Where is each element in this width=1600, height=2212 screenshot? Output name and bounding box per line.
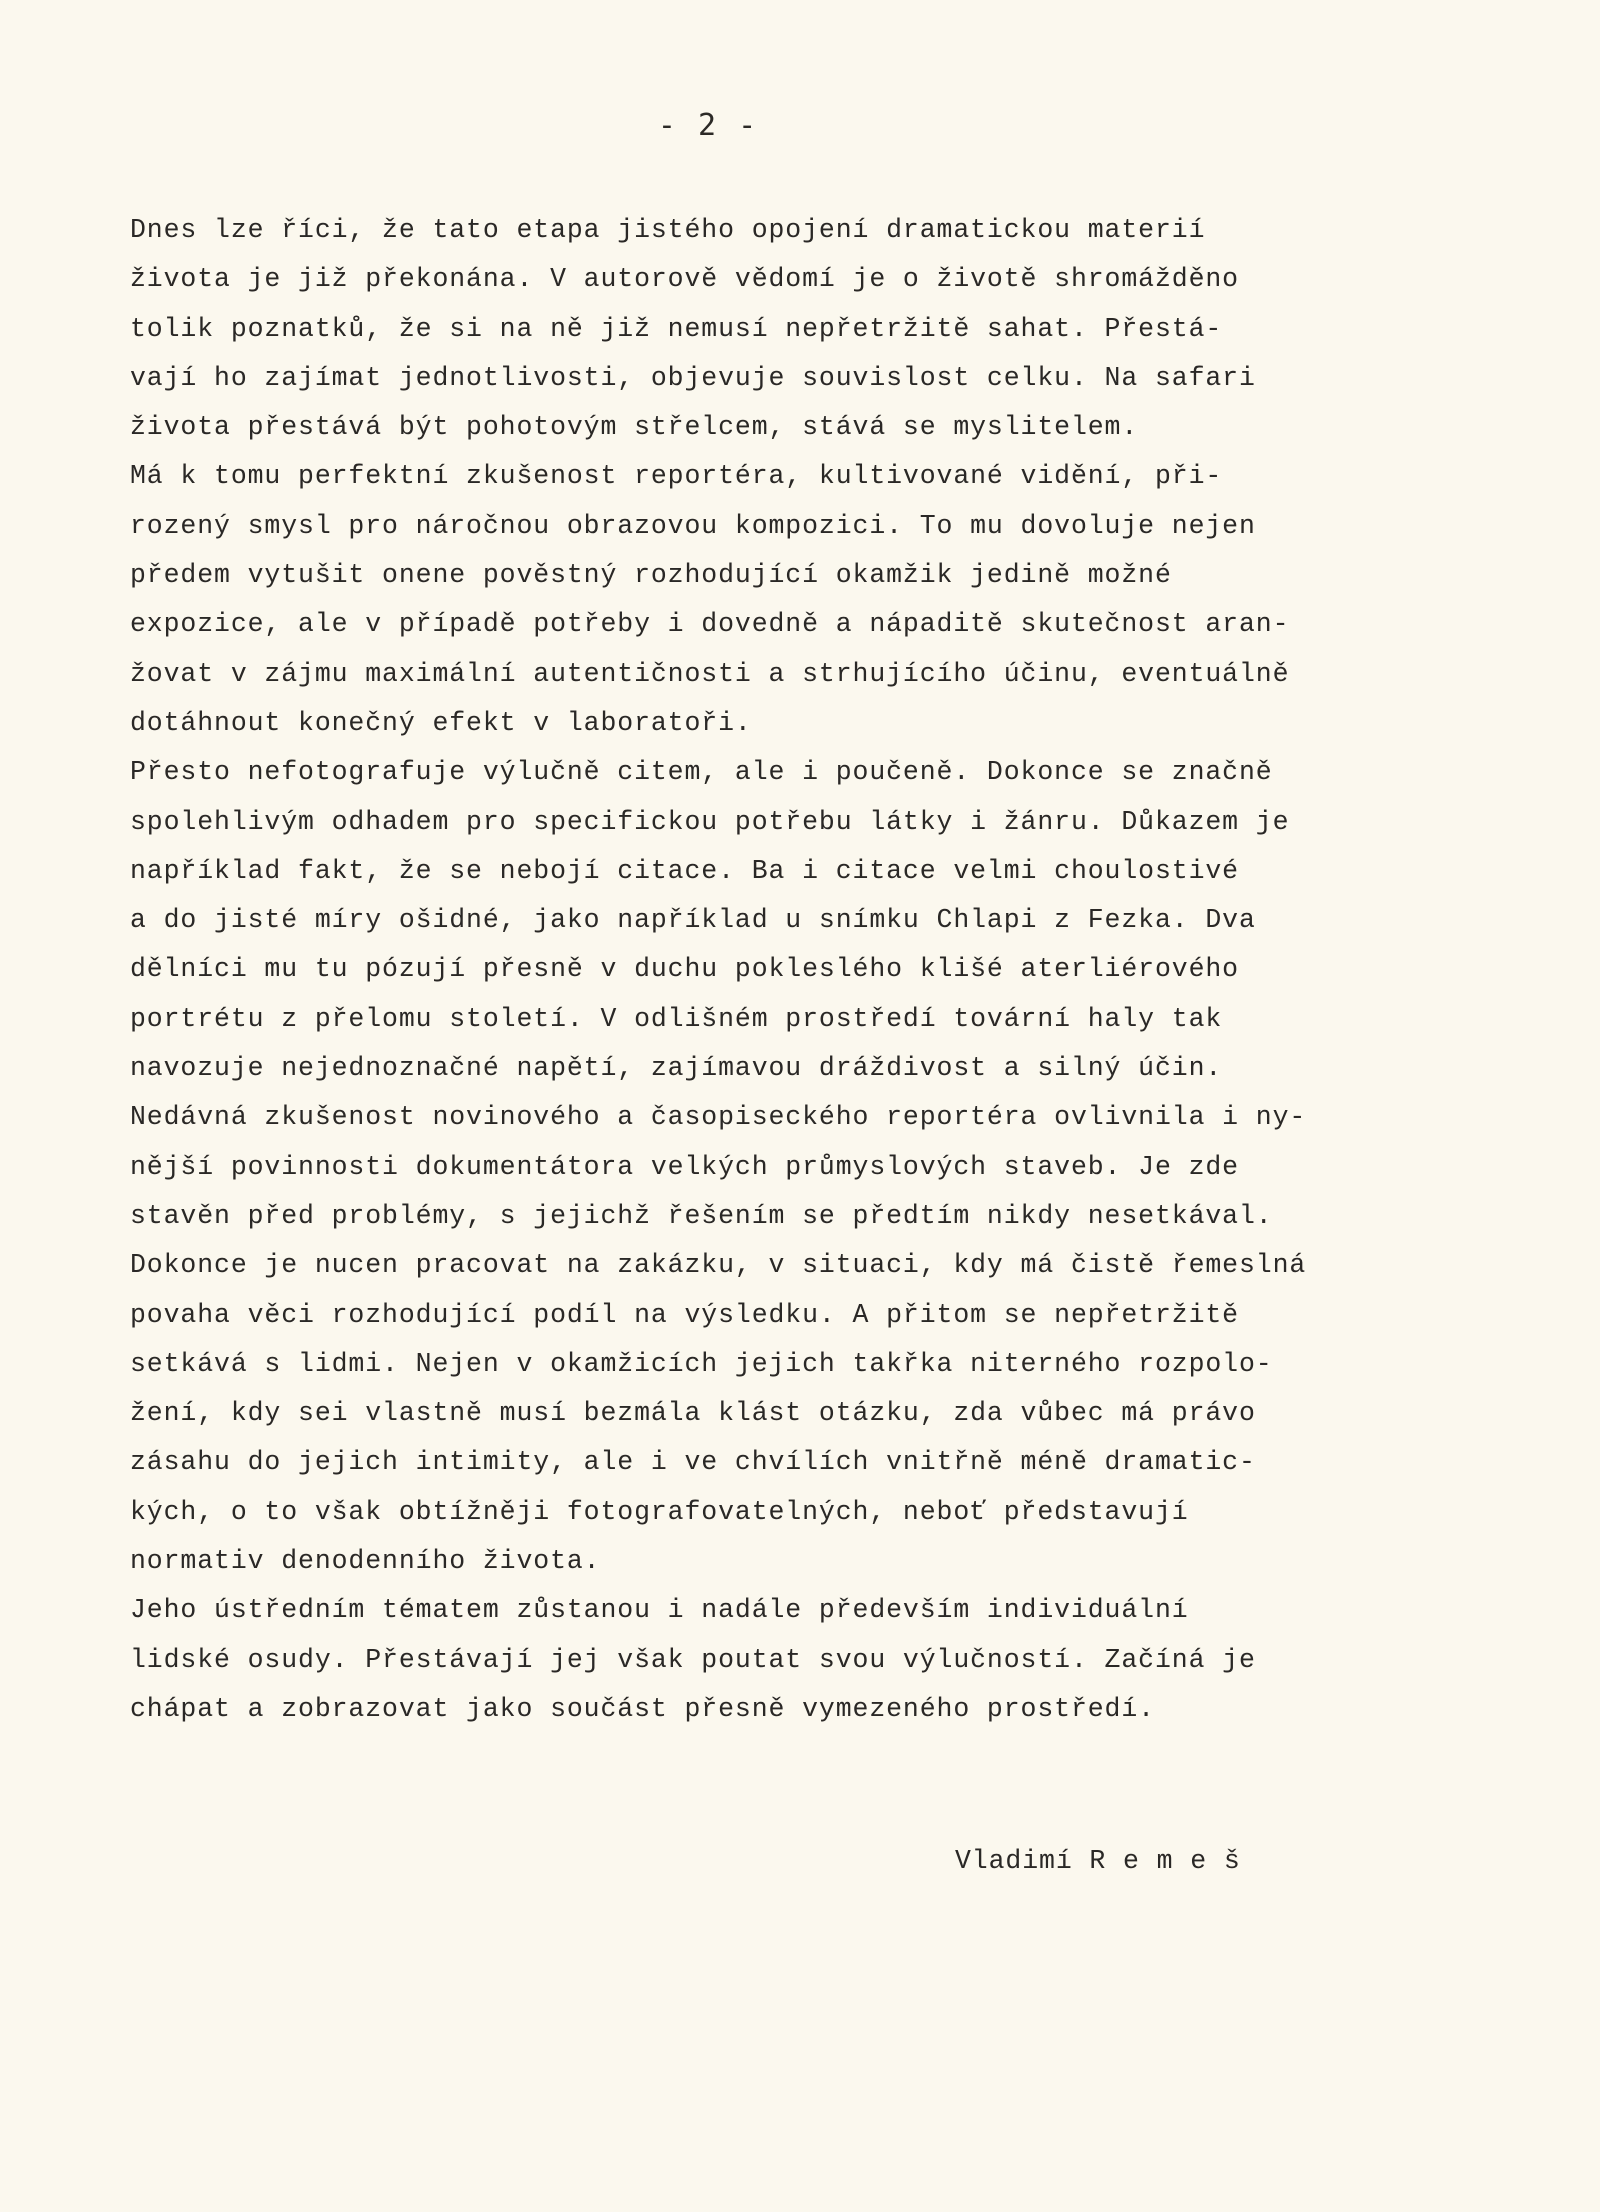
text-line: žení, kdy sei vlastně musí bezmála klást otázku, zda vůbec má právo: [130, 1398, 1256, 1429]
text-line: stavěn před problémy, s jejichž řešením se předtím nikdy nesetkával.: [130, 1200, 1273, 1231]
text-line: žovat v zájmu maximální autentičnosti a strhujícího účinu, eventuálně: [130, 658, 1290, 689]
text-line: života je již překonána. V autorově vědomí je o životě shromážděno: [130, 264, 1239, 295]
text-line: expozice, ale v případě potřeby i dovedně a nápaditě skutečnost aran-: [130, 609, 1290, 640]
text-line: kých, o to však obtížněji fotografovatelných, neboť představují: [130, 1496, 1189, 1527]
text-line: Jeho ústředním tématem zůstanou i nadále především individuální: [130, 1595, 1189, 1626]
text-line: setkává s lidmi. Nejen v okamžicích jejich takřka niterného rozpolo-: [130, 1348, 1273, 1379]
text-line: předem vytušit onene pověstný rozhodující okamžik jedině možné: [130, 560, 1172, 591]
text-line: lidské osudy. Přestávají jej však poutat svou výlučností. Začíná je: [130, 1644, 1256, 1675]
body-text: [130, 206, 1550, 1734]
text-line: dotáhnout konečný efekt v laboratoři.: [130, 707, 752, 738]
text-line: Dnes lze říci, že tato etapa jistého opojení dramatickou materií: [130, 215, 1206, 245]
text-line: povaha věci rozhodující podíl na výsledku. A přitom se nepřetržitě: [130, 1299, 1239, 1330]
text-line: nější povinnosti dokumentátora velkých průmyslových staveb. Je zde: [130, 1151, 1239, 1182]
text-line: například fakt, že se nebojí citace. Ba i citace velmi choulostivé: [130, 855, 1239, 886]
text-line: spolehlivým odhadem pro specifickou potřebu látky i žánru. Důkazem je: [130, 806, 1290, 837]
page-number: - 2 -: [657, 108, 759, 143]
author-signature: Vladimí R e m e š: [955, 1846, 1241, 1876]
text-line: a do jisté míry ošidné, jako například u snímku Chlapi z Fezka. Dva: [130, 905, 1256, 936]
text-line: tolik poznatků, že si na ně již nemusí nepřetržitě sahat. Přestá-: [130, 313, 1223, 344]
text-line: Nedávná zkušenost novinového a časopiseckého reportéra ovlivnila i ny-: [130, 1102, 1307, 1133]
text-line: Má k tomu perfektní zkušenost reportéra, kultivované vidění, při-: [130, 461, 1223, 492]
text-line: života přestává být pohotovým střelcem, stává se myslitelem.: [130, 412, 1139, 443]
text-line: Přesto nefotografuje výlučně citem, ale i poučeně. Dokonce se značně: [130, 757, 1273, 788]
text-line: navozuje nejednoznačné napětí, zajímavou dráždivost a silný účin.: [130, 1053, 1223, 1084]
text-line: rozený smysl pro náročnou obrazovou kompozici. To mu dovoluje nejen: [130, 510, 1256, 541]
text-line: chápat a zobrazovat jako součást přesně vymezeného prostředí.: [130, 1693, 1155, 1724]
text-line: portrétu z přelomu století. V odlišném prostředí tovární haly tak: [130, 1003, 1223, 1034]
text-line: normativ denodenního života.: [130, 1546, 601, 1577]
text-line: vají ho zajímat jednotlivosti, objevuje souvislost celku. Na safari: [130, 362, 1256, 393]
text-line: zásahu do jejich intimity, ale i ve chvílích vnitřně méně dramatic-: [130, 1447, 1256, 1478]
text-line: Dokonce je nucen pracovat na zakázku, v situaci, kdy má čistě řemeslná: [130, 1250, 1307, 1281]
text-line: dělníci mu tu pózují přesně v duchu pokleslého klišé aterliérového: [130, 954, 1239, 985]
